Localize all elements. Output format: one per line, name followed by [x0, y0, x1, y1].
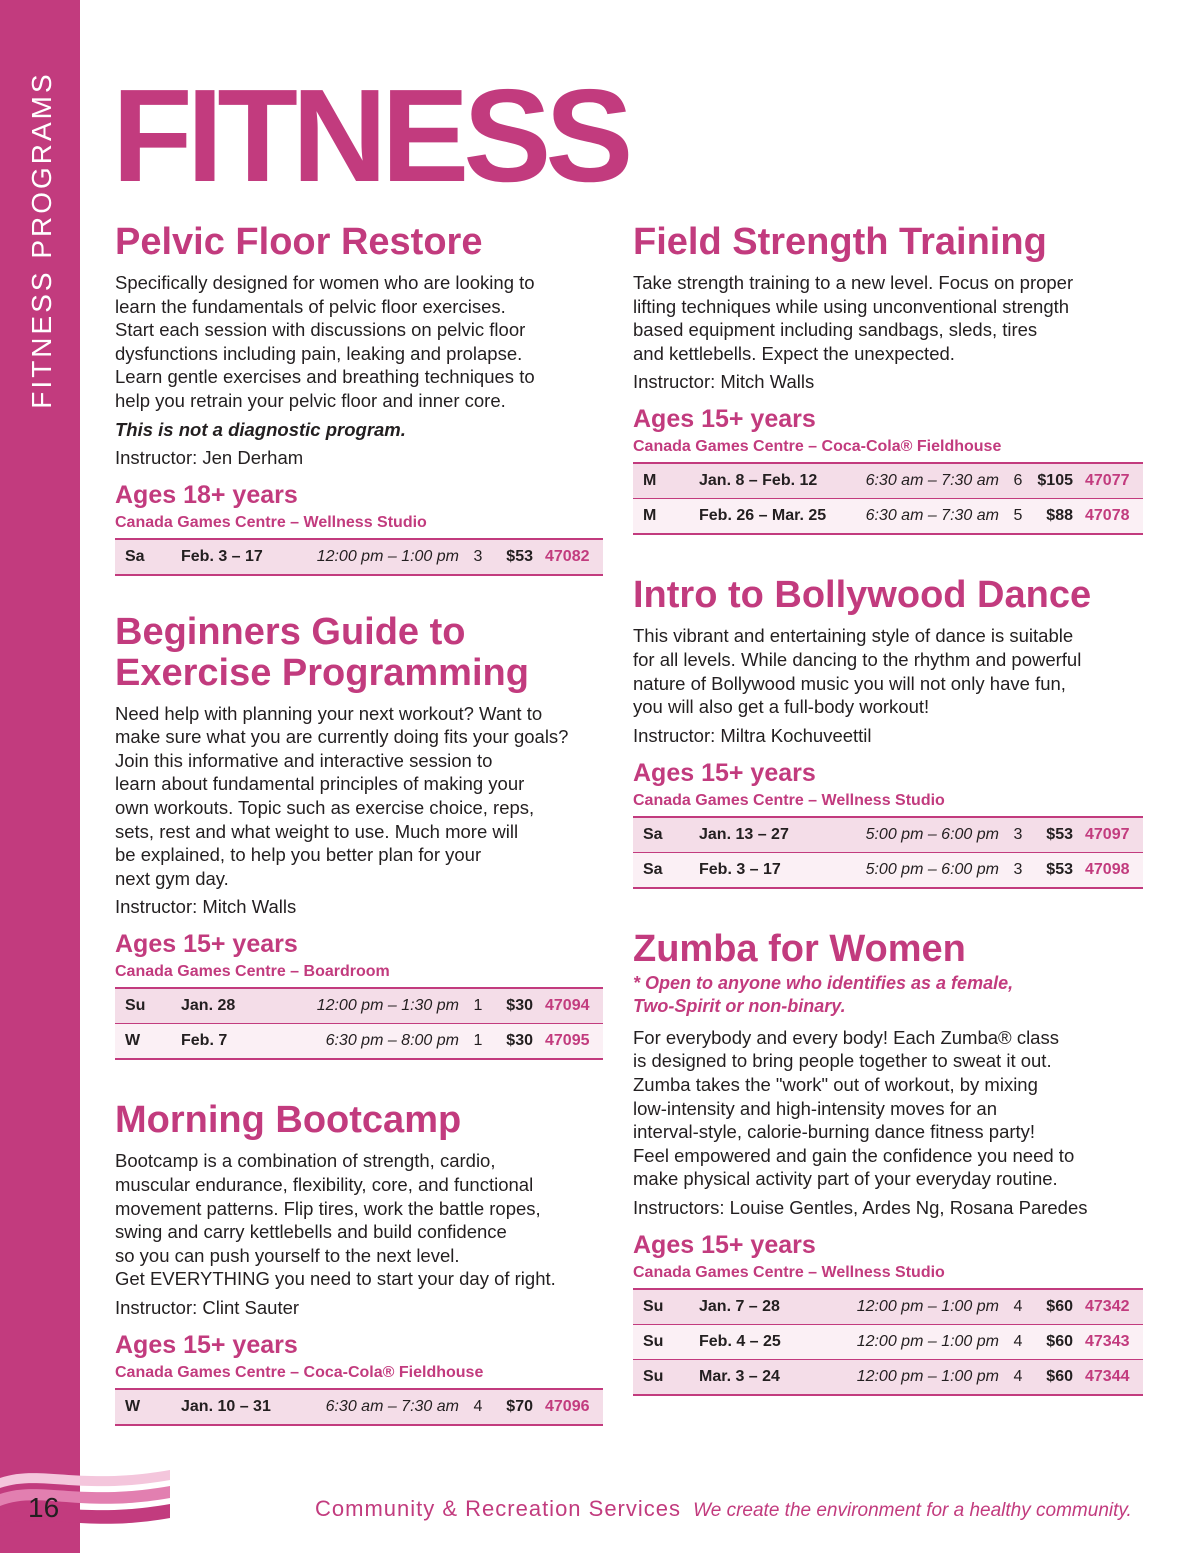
sessions: 3 — [465, 539, 491, 575]
wave-decoration-icon — [0, 1462, 170, 1542]
sidebar-band — [0, 0, 80, 1553]
program-description: Bootcamp is a combination of strength, cardio, muscular endurance, flexibility, core, and functional movement patterns. Flip tires, work the battle ropes, swing and carry kettlebells and build confidence so you can push yourself to the next level. Get EVERYTHING you need to start your day of right. — [115, 1150, 556, 1290]
fee: $53 — [1031, 817, 1079, 853]
program-description: Specifically designed for women who are looking to learn the fundamentals of pelvic floor exercises. Start each session with discussions on pelvic floor dysfunctions including pain, leaking and prolapse. Learn gentle exercises and breathing techniques to help you retrain your pelvic floor and inner core. — [115, 272, 535, 411]
dates: Feb. 3 – 17 — [693, 852, 822, 888]
dates: Feb. 3 – 17 — [175, 539, 285, 575]
time: 6:30 am – 7:30 am — [846, 463, 1005, 499]
right-column — [633, 222, 1143, 1396]
age-group: Ages 15+ years — [115, 1331, 298, 1359]
table-row — [115, 988, 603, 1024]
time: 6:30 pm – 8:00 pm — [262, 1024, 465, 1060]
table-row — [115, 539, 603, 575]
table-row — [633, 817, 1143, 853]
program-instructor: Instructor: Clint Sauter — [115, 1297, 300, 1318]
time: 6:30 am – 7:30 am — [846, 499, 1005, 535]
program-instructor: Instructor: Mitch Walls — [115, 896, 297, 918]
table-row — [633, 1325, 1143, 1360]
location: Canada Games Centre – Coca-Cola® Fieldhouse — [115, 1364, 484, 1381]
page-number: 16 — [28, 1492, 60, 1523]
fee: $60 — [1031, 1360, 1079, 1396]
day: Sa — [115, 539, 175, 575]
program-title: Morning Bootcamp — [115, 1099, 462, 1142]
dates: Mar. 3 – 24 — [693, 1360, 811, 1396]
fee: $30 — [491, 988, 539, 1024]
day: M — [633, 463, 693, 499]
age-group: Ages 15+ years — [633, 405, 816, 434]
age-group: Ages 15+ years — [633, 758, 816, 787]
day: Sa — [633, 852, 693, 888]
table-row — [633, 499, 1143, 535]
course-code: 47097 — [1079, 817, 1143, 853]
sessions: 6 — [1005, 463, 1031, 499]
table-row — [115, 1024, 603, 1060]
day: Su — [633, 1360, 693, 1396]
fee: $88 — [1031, 499, 1079, 535]
time: 5:00 pm – 6:00 pm — [822, 852, 1006, 888]
program-pelvic-floor — [115, 222, 603, 576]
program-title: Intro to Bollywood Dance — [633, 574, 1092, 617]
schedule-table — [633, 816, 1143, 889]
fee: $70 — [491, 1389, 539, 1425]
program-instructor: Instructor: Miltra Kochuveettil — [633, 724, 872, 746]
course-code: 47082 — [539, 539, 603, 575]
program-note: This is not a diagnostic program. — [115, 418, 406, 440]
fee: $105 — [1031, 463, 1079, 499]
sessions: 1 — [465, 988, 491, 1024]
sessions: 4 — [1005, 1360, 1031, 1396]
dates: Jan. 8 – Feb. 12 — [693, 463, 846, 499]
age-group: Ages 15+ years — [115, 930, 298, 959]
program-description: For everybody and every body! Each Zumba® class is designed to bring people together to sweat it out. Zumba takes the "work" out of workout, by mixing low-intensity and high-intensity moves for an interval-style, calorie-burning dance fitness party! Feel empowered and gain the confidence you need to make physical activity part of your everyday routine. — [633, 1026, 1075, 1190]
day: Sa — [633, 817, 693, 853]
schedule-table — [633, 462, 1143, 535]
day: Su — [633, 1289, 693, 1325]
fee: $30 — [491, 1024, 539, 1060]
footer — [315, 1496, 1132, 1522]
course-code: 47096 — [539, 1389, 603, 1425]
dates: Jan. 13 – 27 — [693, 817, 822, 853]
program-title: Beginners Guide to Exercise Programming — [115, 610, 529, 694]
table-row — [633, 852, 1143, 888]
time: 5:00 pm – 6:00 pm — [822, 817, 1006, 853]
program-bollywood-dance — [633, 575, 1143, 888]
fee: $60 — [1031, 1325, 1079, 1360]
fee: $60 — [1031, 1289, 1079, 1325]
time: 12:00 pm – 1:00 pm — [285, 539, 465, 575]
day: Su — [633, 1325, 693, 1360]
age-group: Ages 18+ years — [115, 480, 298, 509]
time: 12:00 pm – 1:00 pm — [811, 1360, 1005, 1396]
table-row — [633, 1360, 1143, 1396]
sessions: 5 — [1005, 499, 1031, 535]
course-code: 47095 — [539, 1024, 603, 1060]
schedule-table — [633, 1288, 1143, 1396]
time: 12:00 pm – 1:00 pm — [811, 1289, 1005, 1325]
sessions: 4 — [1005, 1325, 1031, 1360]
sessions: 4 — [465, 1389, 491, 1425]
fee: $53 — [1031, 852, 1079, 888]
sessions: 3 — [1005, 817, 1031, 853]
dates: Feb. 7 — [175, 1024, 262, 1060]
program-description: This vibrant and entertaining style of dance is suitable for all levels. While dancing to the rhythm and powerful nature of Bollywood music you will not only have fun, you will also get a full-body workout! — [633, 625, 1082, 718]
section-side-label: FITNESS PROGRAMS — [26, 71, 57, 409]
location: Canada Games Centre – Wellness Studio — [633, 791, 945, 809]
program-zumba-women — [633, 929, 1143, 1396]
day: W — [115, 1389, 175, 1425]
sessions: 4 — [1005, 1289, 1031, 1325]
program-instructor: Instructor: Mitch Walls — [633, 371, 815, 393]
fee: $53 — [491, 539, 539, 575]
course-code: 47098 — [1079, 852, 1143, 888]
dates: Jan. 10 – 31 — [175, 1389, 294, 1425]
footer-tagline: We create the environment for a healthy community. — [693, 1500, 1132, 1521]
day: M — [633, 499, 693, 535]
schedule-table — [115, 987, 603, 1060]
sessions: 3 — [1005, 852, 1031, 888]
table-row — [115, 1389, 603, 1425]
time: 6:30 am – 7:30 am — [294, 1389, 465, 1425]
dates: Jan. 28 — [175, 988, 262, 1024]
sessions: 1 — [465, 1024, 491, 1060]
course-code: 47343 — [1079, 1325, 1143, 1360]
course-code: 47344 — [1079, 1360, 1143, 1396]
left-column — [115, 222, 603, 1426]
course-code: 47094 — [539, 988, 603, 1024]
location: Canada Games Centre – Coca-Cola® Fieldhouse — [633, 438, 1002, 456]
table-row — [633, 1289, 1143, 1325]
age-group: Ages 15+ years — [633, 1231, 816, 1259]
day: W — [115, 1024, 175, 1060]
program-beginners-guide — [115, 612, 603, 1061]
schedule-table — [115, 1388, 603, 1426]
program-instructor: Instructor: Jen Derham — [115, 446, 304, 468]
table-row — [633, 463, 1143, 499]
program-description: Need help with planning your next workout? Want to make sure what you are currently doing fits your goals? Join this informative and interactive session to learn about fundamental principles of making your own workouts. Topic such as exercise choice, reps, sets, rest and what weight to use. Much more will be explained, to help you better plan for your next gym day. — [115, 702, 569, 889]
time: 12:00 pm – 1:00 pm — [811, 1325, 1005, 1360]
day: Su — [115, 988, 175, 1024]
program-title: Pelvic Floor Restore — [115, 221, 483, 263]
time: 12:00 pm – 1:30 pm — [262, 988, 465, 1024]
location: Canada Games Centre – Wellness Studio — [633, 1264, 945, 1281]
course-code: 47342 — [1079, 1289, 1143, 1325]
dates: Feb. 26 – Mar. 25 — [693, 499, 846, 535]
program-field-strength — [633, 222, 1143, 535]
program-title: Field Strength Training — [633, 221, 1047, 263]
footer-org-name: Community & Recreation Services — [315, 1496, 682, 1521]
dates: Jan. 7 – 28 — [693, 1289, 811, 1325]
dates: Feb. 4 – 25 — [693, 1325, 811, 1360]
course-code: 47077 — [1079, 463, 1143, 499]
location: Canada Games Centre – Boardroom — [115, 963, 390, 981]
program-morning-bootcamp — [115, 1100, 603, 1426]
course-code: 47078 — [1079, 499, 1143, 535]
program-instructor: Instructors: Louise Gentles, Ardes Ng, Rosana Paredes — [633, 1197, 1088, 1218]
program-title: Zumba for Women — [633, 927, 966, 970]
program-description: Take strength training to a new level. Focus on proper lifting techniques while using unconventional strength based equipment including sandbags, sleds, tires and kettlebells. Expect the unexpected. — [633, 272, 1074, 364]
page-title: FITNESS — [112, 62, 628, 209]
program-eligibility-note: * Open to anyone who identifies as a female, Two-Spirit or non-binary. — [633, 972, 1014, 1016]
schedule-table — [115, 538, 603, 576]
location: Canada Games Centre – Wellness Studio — [115, 513, 427, 531]
